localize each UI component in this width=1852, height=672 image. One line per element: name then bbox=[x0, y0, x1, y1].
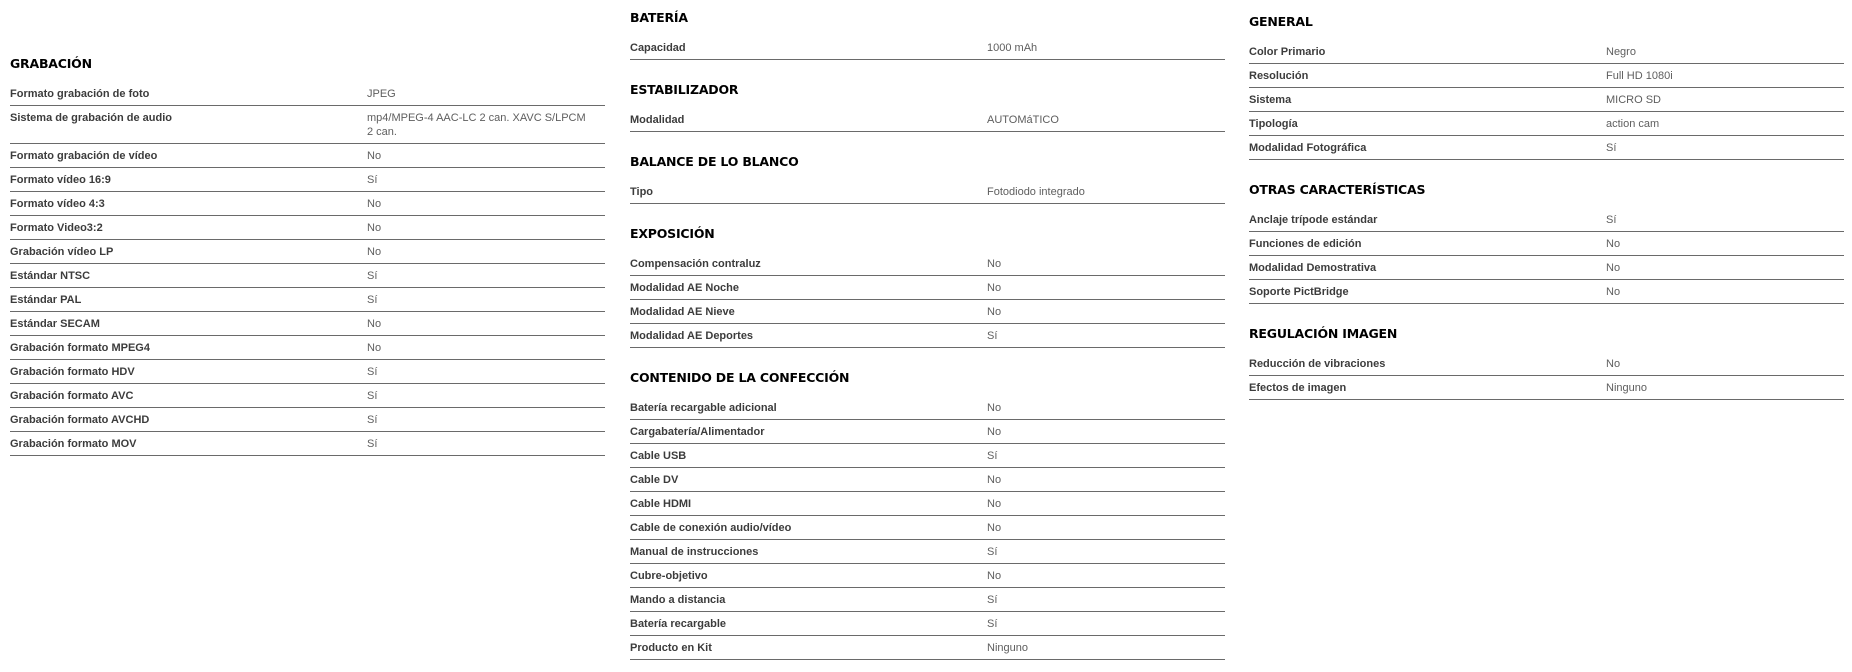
spec-value: No bbox=[367, 222, 382, 234]
spec-label: Estándar PAL bbox=[10, 294, 82, 306]
spec-label: Estándar SECAM bbox=[10, 318, 100, 330]
spec-label: Cable USB bbox=[630, 450, 687, 462]
spec-label: Funciones de edición bbox=[1249, 238, 1362, 250]
spec-label: Formato vídeo 4:3 bbox=[10, 198, 105, 210]
spec-label: Sistema de grabación de audio bbox=[10, 112, 172, 124]
spec-value: No bbox=[367, 198, 382, 210]
spec-label: Formato Video3:2 bbox=[10, 222, 103, 234]
spec-label: Cable HDMI bbox=[630, 498, 692, 510]
spec-label: Cargabatería/Alimentador bbox=[630, 426, 765, 438]
spec-row bbox=[630, 300, 1225, 324]
section-title: BALANCE DE LO BLANCO bbox=[630, 154, 799, 169]
spec-label: Cable de conexión audio/vídeo bbox=[630, 522, 792, 534]
spec-section-estabilizador bbox=[630, 72, 1225, 132]
spec-value: AUTOMáTICO bbox=[987, 114, 1059, 126]
spec-label: Grabación formato MOV bbox=[10, 438, 137, 450]
spec-row bbox=[1249, 376, 1844, 400]
spec-row bbox=[630, 420, 1225, 444]
spec-value: Sí bbox=[367, 414, 378, 426]
spec-row bbox=[10, 168, 605, 192]
spec-column-1 bbox=[10, 46, 605, 468]
spec-row bbox=[630, 324, 1225, 348]
spec-value: Sí bbox=[1606, 142, 1617, 154]
spec-value: No bbox=[367, 150, 382, 162]
section-title: CONTENIDO DE LA CONFECCIÓN bbox=[630, 370, 850, 385]
spec-row bbox=[1249, 256, 1844, 280]
spec-label: Modalidad AE Deportes bbox=[630, 330, 754, 342]
spec-label: Cubre-objetivo bbox=[630, 570, 708, 582]
spec-label: Modalidad AE Nieve bbox=[630, 306, 735, 318]
spec-row bbox=[10, 106, 605, 144]
spec-label: Estándar NTSC bbox=[10, 270, 91, 282]
spec-label: Resolución bbox=[1249, 70, 1309, 82]
spec-label: Compensación contraluz bbox=[630, 258, 761, 270]
spec-label: Color Primario bbox=[1249, 46, 1326, 58]
spec-value: No bbox=[987, 426, 1002, 438]
spec-label: Sistema bbox=[1249, 94, 1292, 106]
spec-section-bateria bbox=[630, 0, 1225, 60]
spec-label: Reducción de vibraciones bbox=[1249, 358, 1386, 370]
spec-row bbox=[10, 360, 605, 384]
spec-row bbox=[1249, 208, 1844, 232]
spec-section-general bbox=[1249, 4, 1844, 160]
spec-section-balance-de-lo-blanco bbox=[630, 144, 1225, 204]
spec-row bbox=[1249, 112, 1844, 136]
spec-row bbox=[630, 516, 1225, 540]
spec-label: Grabación formato AVC bbox=[10, 390, 134, 402]
spec-row bbox=[630, 588, 1225, 612]
spec-value: Sí bbox=[987, 330, 998, 342]
spec-label: Manual de instrucciones bbox=[630, 546, 759, 558]
spec-label: Modalidad bbox=[630, 114, 685, 126]
spec-label: Capacidad bbox=[630, 42, 686, 54]
spec-label: Batería recargable adicional bbox=[630, 402, 777, 414]
spec-label: Tipología bbox=[1249, 118, 1298, 130]
spec-row bbox=[630, 564, 1225, 588]
spec-value: Full HD 1080i bbox=[1606, 70, 1673, 82]
spec-section-grabacion bbox=[10, 46, 605, 456]
spec-row bbox=[630, 612, 1225, 636]
spec-label: Tipo bbox=[630, 186, 654, 198]
spec-value: Sí bbox=[987, 450, 998, 462]
spec-value: Sí bbox=[1606, 214, 1617, 226]
spec-value: No bbox=[987, 258, 1002, 270]
spec-row bbox=[1249, 232, 1844, 256]
spec-label: Formato vídeo 16:9 bbox=[10, 174, 111, 186]
section-title: BATERÍA bbox=[630, 10, 688, 25]
spec-column-3 bbox=[1249, 4, 1844, 412]
spec-row bbox=[1249, 64, 1844, 88]
spec-row bbox=[10, 216, 605, 240]
spec-row bbox=[630, 396, 1225, 420]
spec-value: No bbox=[987, 498, 1002, 510]
spec-value: action cam bbox=[1606, 118, 1660, 130]
spec-row bbox=[1249, 136, 1844, 160]
section-title: GRABACIÓN bbox=[10, 56, 92, 71]
spec-row bbox=[10, 264, 605, 288]
spec-row bbox=[1249, 352, 1844, 376]
spec-value: No bbox=[987, 522, 1002, 534]
spec-value: No bbox=[1606, 238, 1621, 250]
spec-column-2 bbox=[630, 0, 1225, 672]
spec-label: Mando a distancia bbox=[630, 594, 726, 606]
spec-row bbox=[630, 468, 1225, 492]
section-title: ESTABILIZADOR bbox=[630, 82, 739, 97]
spec-row bbox=[1249, 40, 1844, 64]
spec-row bbox=[630, 276, 1225, 300]
spec-label: Efectos de imagen bbox=[1249, 382, 1347, 394]
section-title: OTRAS CARACTERÍSTICAS bbox=[1249, 182, 1426, 197]
spec-row bbox=[630, 540, 1225, 564]
spec-label: Formato grabación de foto bbox=[10, 88, 150, 100]
spec-label: Modalidad Demostrativa bbox=[1249, 262, 1377, 274]
spec-row bbox=[10, 384, 605, 408]
spec-row bbox=[630, 252, 1225, 276]
spec-row bbox=[1249, 88, 1844, 112]
spec-value: No bbox=[1606, 358, 1621, 370]
spec-label: Modalidad AE Noche bbox=[630, 282, 739, 294]
spec-row bbox=[630, 492, 1225, 516]
spec-section-otras-caracteristicas bbox=[1249, 172, 1844, 304]
spec-value: Sí bbox=[367, 390, 378, 402]
spec-label: Modalidad Fotográfica bbox=[1249, 142, 1367, 154]
spec-label: Grabación formato AVCHD bbox=[10, 414, 150, 426]
spec-value: JPEG bbox=[367, 88, 396, 100]
spec-value: Ninguno bbox=[987, 642, 1028, 654]
spec-value: Sí bbox=[987, 618, 998, 630]
spec-label: Batería recargable bbox=[630, 618, 726, 630]
spec-row bbox=[630, 36, 1225, 60]
spec-value: Sí bbox=[367, 174, 378, 186]
spec-section-regulacion-imagen bbox=[1249, 316, 1844, 400]
spec-value: Negro bbox=[1606, 46, 1636, 58]
spec-label: Soporte PictBridge bbox=[1249, 286, 1349, 298]
spec-section-exposicion bbox=[630, 216, 1225, 348]
spec-label: Grabación formato MPEG4 bbox=[10, 342, 150, 354]
spec-value: No bbox=[367, 318, 382, 330]
spec-value: Fotodiodo integrado bbox=[987, 186, 1085, 198]
spec-row bbox=[1249, 280, 1844, 304]
spec-value: Sí bbox=[987, 594, 998, 606]
spec-section-contenido-de-la-confeccion bbox=[630, 360, 1225, 660]
spec-value: No bbox=[367, 342, 382, 354]
spec-value: No bbox=[1606, 262, 1621, 274]
spec-value: Sí bbox=[367, 366, 378, 378]
spec-value: mp4/MPEG-4 AAC-LC 2 can. XAVC S/LPCM 2 can. bbox=[367, 112, 586, 138]
section-title: EXPOSICIÓN bbox=[630, 226, 715, 241]
spec-value: Sí bbox=[367, 270, 378, 282]
section-title: GENERAL bbox=[1249, 14, 1313, 29]
spec-row bbox=[10, 408, 605, 432]
spec-label: Formato grabación de vídeo bbox=[10, 150, 158, 162]
spec-row bbox=[10, 144, 605, 168]
spec-label: Producto en Kit bbox=[630, 642, 712, 654]
spec-value: Sí bbox=[367, 438, 378, 450]
spec-row bbox=[630, 444, 1225, 468]
spec-row bbox=[10, 432, 605, 456]
spec-value: MICRO SD bbox=[1606, 94, 1661, 106]
spec-value: No bbox=[987, 306, 1002, 318]
spec-row bbox=[10, 336, 605, 360]
spec-value: No bbox=[1606, 286, 1621, 298]
spec-label: Cable DV bbox=[630, 474, 679, 486]
section-title: REGULACIÓN IMAGEN bbox=[1249, 326, 1398, 341]
spec-row bbox=[10, 192, 605, 216]
spec-value: Sí bbox=[987, 546, 998, 558]
spec-value: No bbox=[987, 282, 1002, 294]
spec-row bbox=[10, 288, 605, 312]
spec-row bbox=[630, 180, 1225, 204]
spec-row bbox=[10, 82, 605, 106]
spec-label: Grabación formato HDV bbox=[10, 366, 135, 378]
spec-value: No bbox=[987, 402, 1002, 414]
spec-value: Sí bbox=[367, 294, 378, 306]
spec-row bbox=[630, 108, 1225, 132]
spec-label: Anclaje trípode estándar bbox=[1249, 214, 1378, 226]
spec-value: 1000 mAh bbox=[987, 42, 1038, 54]
spec-value: Ninguno bbox=[1606, 382, 1647, 394]
spec-value: No bbox=[987, 570, 1002, 582]
spec-value: No bbox=[987, 474, 1002, 486]
spec-row bbox=[10, 240, 605, 264]
spec-row bbox=[630, 636, 1225, 660]
spec-label: Grabación vídeo LP bbox=[10, 246, 114, 258]
spec-value: No bbox=[367, 246, 382, 258]
spec-row bbox=[10, 312, 605, 336]
